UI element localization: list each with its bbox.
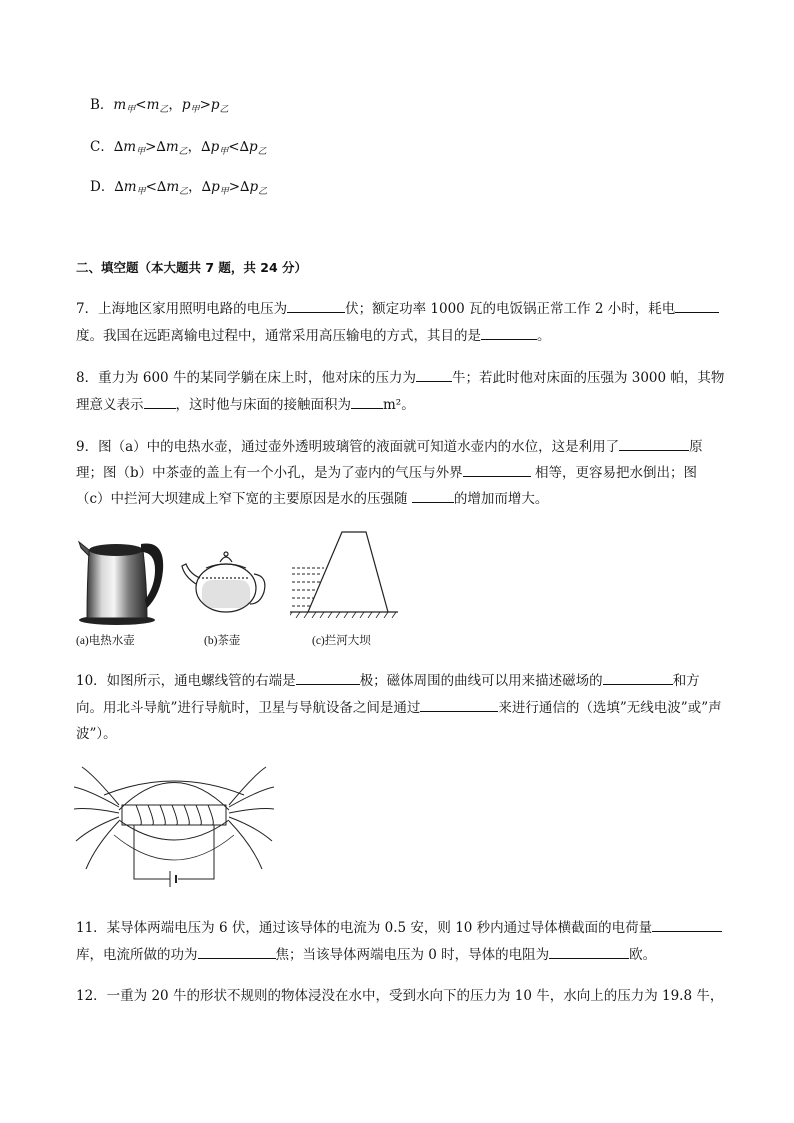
answer-blank[interactable] xyxy=(549,944,629,959)
option-b: B．$m_甲<m_乙$，$p_甲>p_乙$ xyxy=(90,97,229,115)
figure-b-caption: (b)茶壶 xyxy=(204,635,241,647)
answer-blank[interactable] xyxy=(144,394,176,409)
question-8-line-2: 理意义表示 ，这时他与床面的接触面积为 m²。 xyxy=(76,394,415,415)
question-8-line-1: 8．重力为 600 牛的某同学躺在床上时，他对床的压力为 牛；若此时他对床面的压强为 3000 帕，其物 xyxy=(76,367,724,388)
question-10-line-3: 波”）。 xyxy=(76,726,117,742)
answer-blank[interactable] xyxy=(296,670,360,685)
option-d: D．$\Delta m_甲<\Delta m_乙$，$\Delta p_甲>\Delta p_乙$ xyxy=(90,179,268,197)
answer-blank[interactable] xyxy=(463,462,531,477)
answer-blank[interactable] xyxy=(412,488,454,503)
answer-blank[interactable] xyxy=(652,917,722,932)
answer-blank[interactable] xyxy=(287,298,345,313)
solenoid-diagram xyxy=(74,765,274,890)
question-12-line-1: 12．一重为 20 牛的形状不规则的物体浸没在水中，受到水向下的压力为 10 牛，水向上的压力为 19.8 牛， xyxy=(76,988,724,1004)
kettle-illustration xyxy=(75,530,165,626)
answer-blank[interactable] xyxy=(351,394,383,409)
answer-blank[interactable] xyxy=(481,325,537,340)
question-9-line-3: （c）中拦河大坝建成上窄下宽的主要原因是水的压强随 的增加而增大。 xyxy=(76,488,548,509)
answer-blank[interactable] xyxy=(675,298,719,313)
answer-blank[interactable] xyxy=(416,367,452,382)
figure-c-caption: (c)拦河大坝 xyxy=(312,635,371,647)
question-11-line-2: 库，电流所做的功为 焦；当该导体两端电压为 0 时，导体的电阻为 欧。 xyxy=(76,944,656,965)
answer-blank[interactable] xyxy=(198,944,276,959)
answer-blank[interactable] xyxy=(420,697,498,712)
answer-blank[interactable] xyxy=(603,670,673,685)
option-c: C．$\Delta m_甲>\Delta m_乙$，$\Delta p_甲<\Delta p_乙$ xyxy=(90,139,267,157)
figure-a-caption: (a)电热水壶 xyxy=(76,635,135,647)
question-9-line-2: 理；图（b）中茶壶的盖上有一个小孔，是为了壶内的气压与外界 相等，更容易把水倒出；图 xyxy=(76,462,697,483)
dam-illustration xyxy=(290,528,400,618)
section-heading: 二、填空题（本大题共 7 题，共 24 分） xyxy=(76,260,308,275)
teapot-illustration xyxy=(178,548,268,620)
question-10-line-1: 10．如图所示，通电螺线管的右端是 极；磁体周围的曲线可以用来描述磁场的 和方 xyxy=(76,670,700,691)
question-11-line-1: 11．某导体两端电压为 6 伏，通过该导体的电流为 0.5 安，则 10 秒内通过导体横截面的电荷量 xyxy=(76,917,722,938)
answer-blank[interactable] xyxy=(619,436,689,451)
question-7-line-1: 7．上海地区家用照明电路的电压为 伏；额定功率 1000 瓦的电饭锅正常工作 2 小时，耗电 xyxy=(76,298,719,319)
question-7-line-2: 度。我国在远距离输电过程中，通常采用高压输电的方式，其目的是 。 xyxy=(76,325,551,346)
question-9-line-1: 9．图（a）中的电热水壶，通过壶外透明玻璃管的液面就可知道水壶内的水位，这是利用了 原 xyxy=(76,436,703,457)
question-10-line-2: 向。用北斗导航”进行导航时，卫星与导航设备之间是通过 来进行通信的（选填”无线电波”或”声 xyxy=(76,697,722,718)
